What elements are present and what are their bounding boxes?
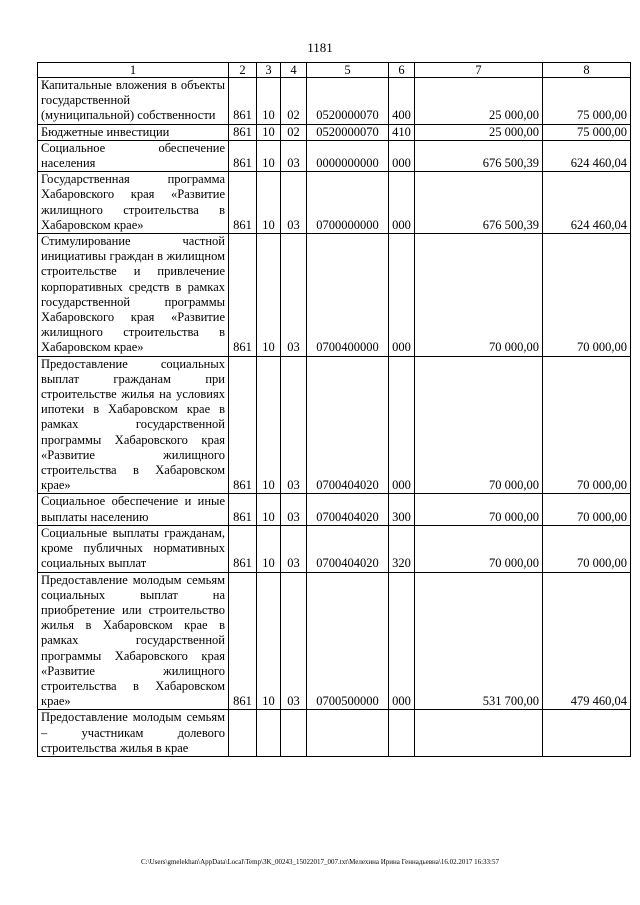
table-row — [38, 234, 631, 357]
cell-target-article: 0700404020 — [307, 356, 389, 494]
cell-amount-2: 70 000,00 — [543, 525, 631, 572]
cell-subsection: 02 — [281, 124, 307, 140]
cell-amount-2: 624 460,04 — [543, 172, 631, 234]
cell-ministry: 861 — [229, 234, 257, 357]
cell-section: 10 — [257, 124, 281, 140]
file-path-footer: C:\Users\gmelekhan\AppData\Local\Temp\3K_00243_15022017_007.txt\Мелехина Ирина Геннадьевна\16.02.2017 16:33:57 — [141, 858, 499, 866]
cell-ministry: 861 — [229, 356, 257, 494]
header-col-6: 6 — [389, 63, 415, 78]
cell-expense-type: 000 — [389, 356, 415, 494]
cell-amount-2 — [543, 710, 631, 757]
cell-target-article: 0000000000 — [307, 140, 389, 171]
table-row — [38, 525, 631, 572]
cell-expense-type: 410 — [389, 124, 415, 140]
cell-expense-type: 000 — [389, 572, 415, 710]
cell-subsection: 03 — [281, 525, 307, 572]
row-name: Социальные выплаты гражданам, кроме публичных нормативных социальных выплат — [38, 525, 229, 572]
cell-subsection: 03 — [281, 572, 307, 710]
cell-amount-2: 624 460,04 — [543, 140, 631, 171]
cell-target-article: 0700400000 — [307, 234, 389, 357]
table-row — [38, 124, 631, 140]
cell-amount-1: 70 000,00 — [415, 494, 543, 525]
cell-expense-type: 300 — [389, 494, 415, 525]
header-col-8: 8 — [543, 63, 631, 78]
row-name: Предоставление молодым семьям социальных выплат на приобретение или строительство жилья в Хабаровском крае в рамках государственной программы Хабаровского края «Развитие жилищного строительства в Хабаровском крае» — [38, 572, 229, 710]
cell-subsection: 03 — [281, 494, 307, 525]
table-row — [38, 78, 631, 125]
cell-ministry: 861 — [229, 525, 257, 572]
header-col-5: 5 — [307, 63, 389, 78]
cell-amount-1: 25 000,00 — [415, 124, 543, 140]
cell-section: 10 — [257, 525, 281, 572]
cell-expense-type: 400 — [389, 78, 415, 125]
cell-ministry: 861 — [229, 78, 257, 125]
header-col-7: 7 — [415, 63, 543, 78]
cell-amount-2: 70 000,00 — [543, 234, 631, 357]
table-header-row — [38, 63, 631, 78]
cell-amount-2: 70 000,00 — [543, 494, 631, 525]
cell-amount-2: 75 000,00 — [543, 78, 631, 125]
cell-section: 10 — [257, 172, 281, 234]
cell-amount-1: 25 000,00 — [415, 78, 543, 125]
cell-ministry: 861 — [229, 494, 257, 525]
table-row — [38, 494, 631, 525]
cell-section — [257, 710, 281, 757]
cell-ministry: 861 — [229, 124, 257, 140]
cell-subsection — [281, 710, 307, 757]
row-name: Предоставление молодым семьям – участникам долевого строительства жилья в крае — [38, 710, 229, 757]
row-name: Капитальные вложения в объекты государственной (муниципальной) собственности — [38, 78, 229, 125]
table-row — [38, 356, 631, 494]
cell-expense-type: 320 — [389, 525, 415, 572]
row-name: Стимулирование частной инициативы граждан в жилищном строительстве и привлечение корпоративных средств в рамках государственной программы Хабаровского края «Развитие жилищного строительства в Хабаровском крае» — [38, 234, 229, 357]
cell-expense-type: 000 — [389, 172, 415, 234]
cell-expense-type: 000 — [389, 234, 415, 357]
cell-target-article: 0700404020 — [307, 494, 389, 525]
cell-ministry: 861 — [229, 172, 257, 234]
cell-amount-2: 75 000,00 — [543, 124, 631, 140]
header-col-3: 3 — [257, 63, 281, 78]
header-col-1: 1 — [38, 63, 229, 78]
cell-section: 10 — [257, 78, 281, 125]
cell-target-article: 0700000000 — [307, 172, 389, 234]
cell-subsection: 03 — [281, 172, 307, 234]
page-number: 1181 — [307, 40, 333, 55]
row-name: Государственная программа Хабаровского края «Развитие жилищного строительства в Хабаровском крае» — [38, 172, 229, 234]
cell-subsection: 03 — [281, 234, 307, 357]
cell-amount-1: 531 700,00 — [415, 572, 543, 710]
cell-subsection: 02 — [281, 78, 307, 125]
cell-amount-1: 676 500,39 — [415, 172, 543, 234]
cell-section: 10 — [257, 494, 281, 525]
cell-ministry: 861 — [229, 572, 257, 710]
cell-target-article: 0520000070 — [307, 124, 389, 140]
table-row — [38, 572, 631, 710]
row-name: Социальное обеспечение населения — [38, 140, 229, 171]
cell-target-article — [307, 710, 389, 757]
cell-amount-1 — [415, 710, 543, 757]
cell-section: 10 — [257, 140, 281, 171]
table-row — [38, 140, 631, 171]
cell-expense-type: 000 — [389, 140, 415, 171]
cell-target-article: 0520000070 — [307, 78, 389, 125]
row-name: Социальное обеспечение и иные выплаты населению — [38, 494, 229, 525]
cell-amount-1: 70 000,00 — [415, 525, 543, 572]
cell-target-article: 0700500000 — [307, 572, 389, 710]
cell-amount-1: 676 500,39 — [415, 140, 543, 171]
cell-section: 10 — [257, 234, 281, 357]
table-row — [38, 710, 631, 757]
cell-subsection: 03 — [281, 140, 307, 171]
cell-amount-2: 479 460,04 — [543, 572, 631, 710]
cell-amount-1: 70 000,00 — [415, 356, 543, 494]
cell-section: 10 — [257, 356, 281, 494]
budget-table — [37, 62, 631, 757]
header-col-2: 2 — [229, 63, 257, 78]
row-name: Предоставление социальных выплат гражданам при строительстве жилья на условиях ипотеки в Хабаровском крае в рамках государственной программы Хабаровского края «Развитие жилищного строительства в Хабаровском крае» — [38, 356, 229, 494]
row-name: Бюджетные инвестиции — [38, 124, 229, 140]
cell-expense-type — [389, 710, 415, 757]
cell-ministry: 861 — [229, 140, 257, 171]
cell-amount-2: 70 000,00 — [543, 356, 631, 494]
cell-amount-1: 70 000,00 — [415, 234, 543, 357]
cell-subsection: 03 — [281, 356, 307, 494]
cell-target-article: 0700404020 — [307, 525, 389, 572]
cell-ministry — [229, 710, 257, 757]
cell-section: 10 — [257, 572, 281, 710]
header-col-4: 4 — [281, 63, 307, 78]
table-row — [38, 172, 631, 234]
